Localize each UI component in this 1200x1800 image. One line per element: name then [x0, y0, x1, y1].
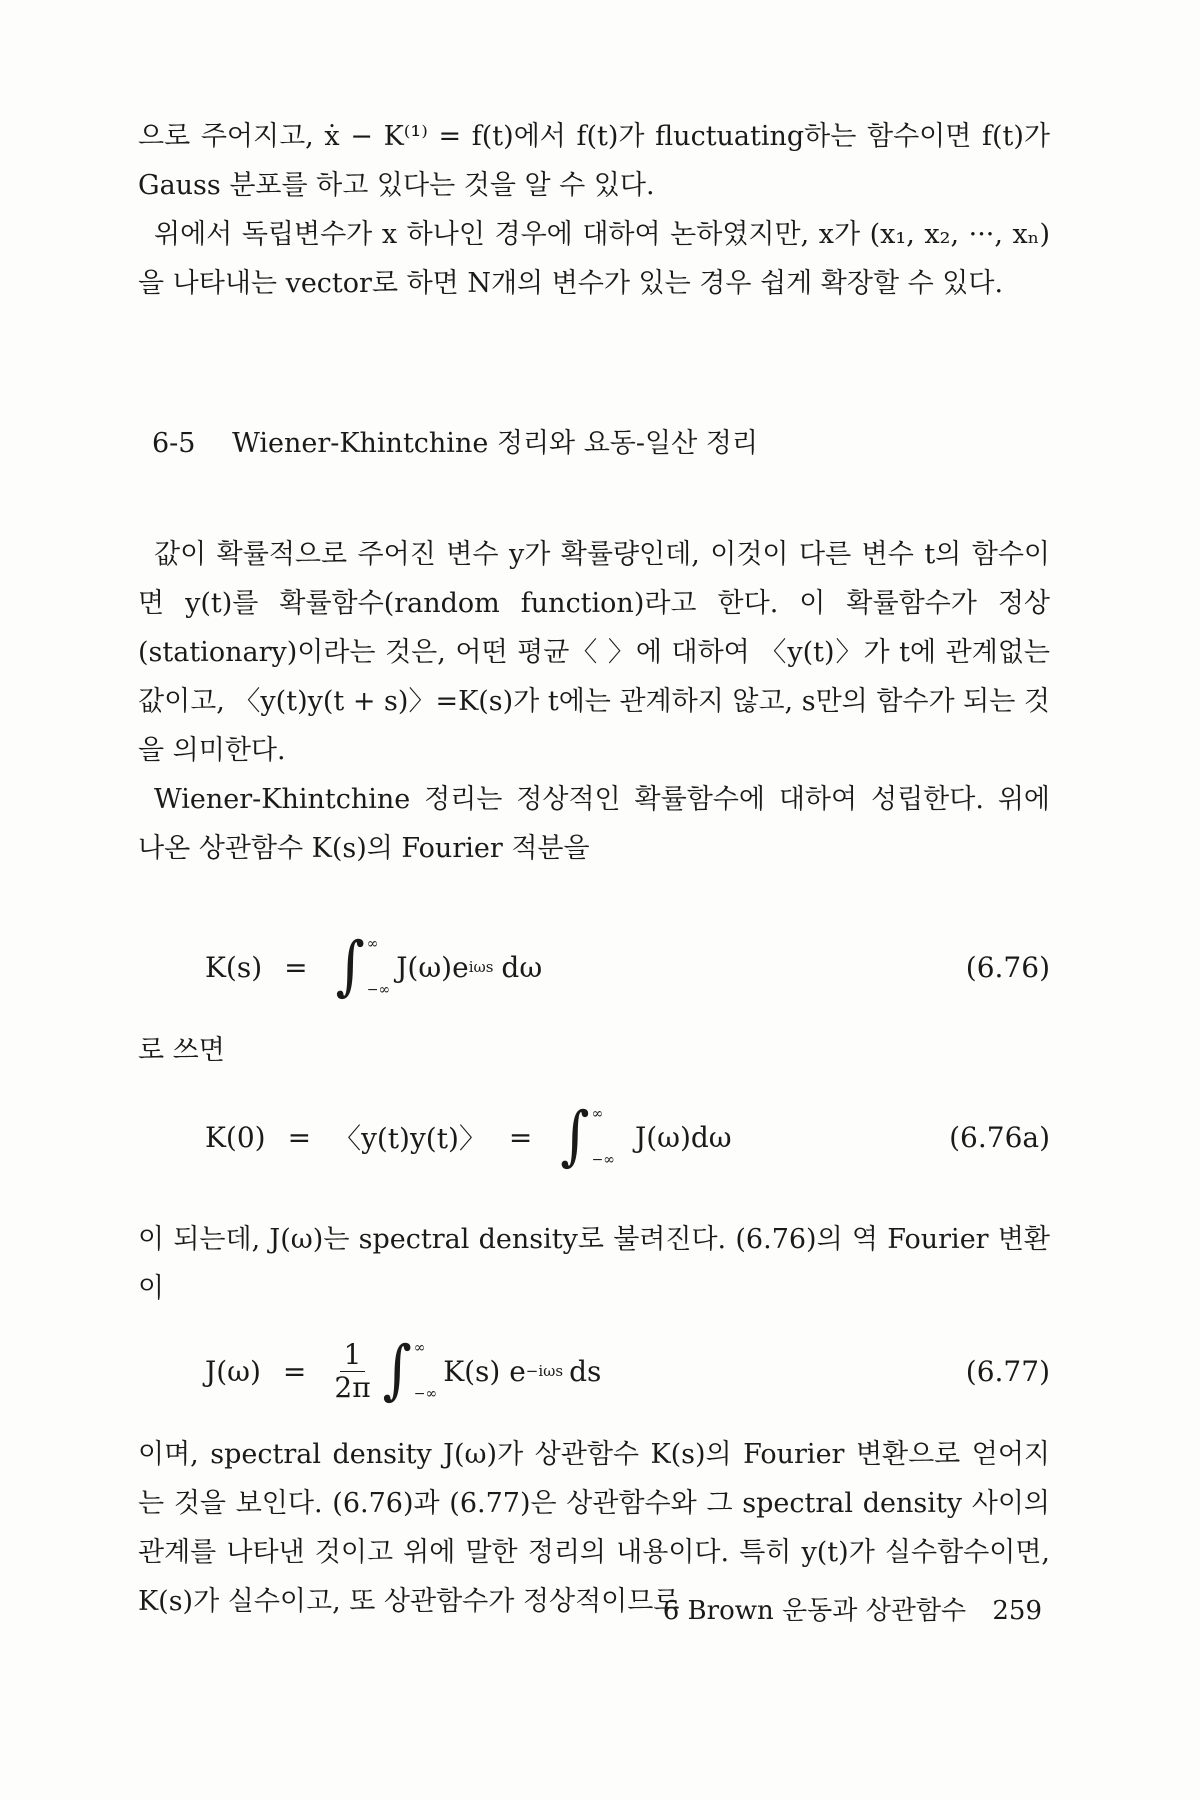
eq3-lhs: J(ω)	[205, 1354, 261, 1388]
connector-text-1: 로 쓰면	[138, 1035, 225, 1066]
body-block-2	[138, 1215, 1050, 1313]
eq2-equals-2: =	[508, 1120, 533, 1154]
eq1-equals: =	[284, 950, 308, 984]
equation-6-76	[205, 926, 1050, 1008]
equation-6-77	[205, 1330, 1050, 1412]
section-number: 6-5	[152, 428, 196, 459]
eq1-number: (6.76)	[965, 950, 1050, 984]
eq2-equals-1: =	[287, 1120, 312, 1154]
intro-paragraph: 으로 주어지고, ẋ − K⁽¹⁾ = f(t)에서 f(t)가 fluctuating하는 함수이면 f(t)가 Gauss 분포를 하고 있다는 것을 알 수 있다.	[138, 121, 1050, 201]
paragraph-2: Wiener-Khintchine 정리는 정상적인 확률함수에 대하여 성립한다. 위에 나온 상관함수 K(s)의 Fourier 적분을	[138, 784, 1050, 864]
intro-paragraph-2: 위에서 독립변수가 x 하나인 경우에 대하여 논하였지만, x가 (x₁, x₂, ···, xₙ)을 나타내는 vector로 하면 N개의 변수가 있는 경우 쉽게 확장할 수 있다.	[138, 219, 1050, 299]
running-title: 6 Brown 운동과 상관함수	[662, 1596, 967, 1626]
intro-block	[138, 112, 1050, 308]
equation-6-76a	[205, 1096, 1050, 1178]
eq2-integrand: J(ω)dω	[634, 1120, 732, 1154]
eq3-frac-numerator: 1	[340, 1339, 366, 1372]
eq3-differential: ds	[569, 1354, 602, 1388]
integral-sign: ∫ ∞ −∞	[335, 929, 391, 1004]
eq2-number: (6.76a)	[949, 1120, 1050, 1154]
eq1-exponent: iωs	[468, 958, 494, 976]
eq1-lower-limit: −∞	[366, 982, 391, 998]
paragraph-4: 이며, spectral density J(ω)가 상관함수 K(s)의 Fourier 변환으로 얻어지는 것을 보인다. (6.76)과 (6.77)은 상관함수와 그 spectral density 사이의 관계를 나타낸 것이고 위에 말한 정리의 내용이다. 특히 y(t)가 실수함수이면, K(s)가 실수이고, 또 상관함수가 정상적이므로	[138, 1439, 1050, 1617]
eq3-exponent: −iωs	[525, 1362, 564, 1380]
page-number: 259	[992, 1596, 1042, 1626]
section-title: Wiener-Khintchine 정리와 요동-일산 정리	[232, 428, 758, 459]
eq3-frac-denominator: 2π	[334, 1370, 371, 1404]
integral-sign: ∫ ∞ −∞	[560, 1099, 615, 1174]
eq1-upper-limit: ∞	[366, 936, 379, 952]
eq2-lower-limit: −∞	[591, 1152, 615, 1168]
section-heading	[152, 421, 758, 460]
eq3-integrand: K(s) e	[443, 1354, 526, 1388]
eq1-integrand: J(ω)e	[396, 950, 469, 984]
paragraph-3: 이 되는데, J(ω)는 spectral density로 불려진다. (6.76)의 역 Fourier 변환이	[138, 1224, 1050, 1304]
eq3-upper-limit: ∞	[413, 1340, 426, 1356]
body-block-1	[138, 530, 1050, 873]
page-footer	[663, 1590, 1042, 1627]
eq2-middle: 〈y(t)y(t)〉	[333, 1122, 487, 1155]
paragraph-1: 값이 확률적으로 주어진 변수 y가 확률량인데, 이것이 다른 변수 t의 함수이면 y(t)를 확률함수(random function)라고 한다. 이 확률함수가 정상(stationary)이라는 것은, 어떤 평균〈 〉에 대하여 〈y(t)〉가 t에 관계없는 값이고, 〈y(t)y(t + s)〉=K(s)가 t에는 관계하지 않고, s만의 함수가 되는 것을 의미한다.	[138, 539, 1050, 766]
eq2-lhs: K(0)	[205, 1120, 266, 1154]
eq1-differential: dω	[501, 950, 543, 984]
eq3-number: (6.77)	[965, 1354, 1050, 1388]
integral-sign: ∫ ∞ −∞	[382, 1333, 438, 1408]
eq1-lhs: K(s)	[205, 950, 263, 984]
fraction	[334, 1339, 370, 1404]
eq3-lower-limit: −∞	[413, 1386, 438, 1402]
eq3-equals: =	[282, 1354, 307, 1388]
eq2-upper-limit: ∞	[591, 1106, 604, 1122]
